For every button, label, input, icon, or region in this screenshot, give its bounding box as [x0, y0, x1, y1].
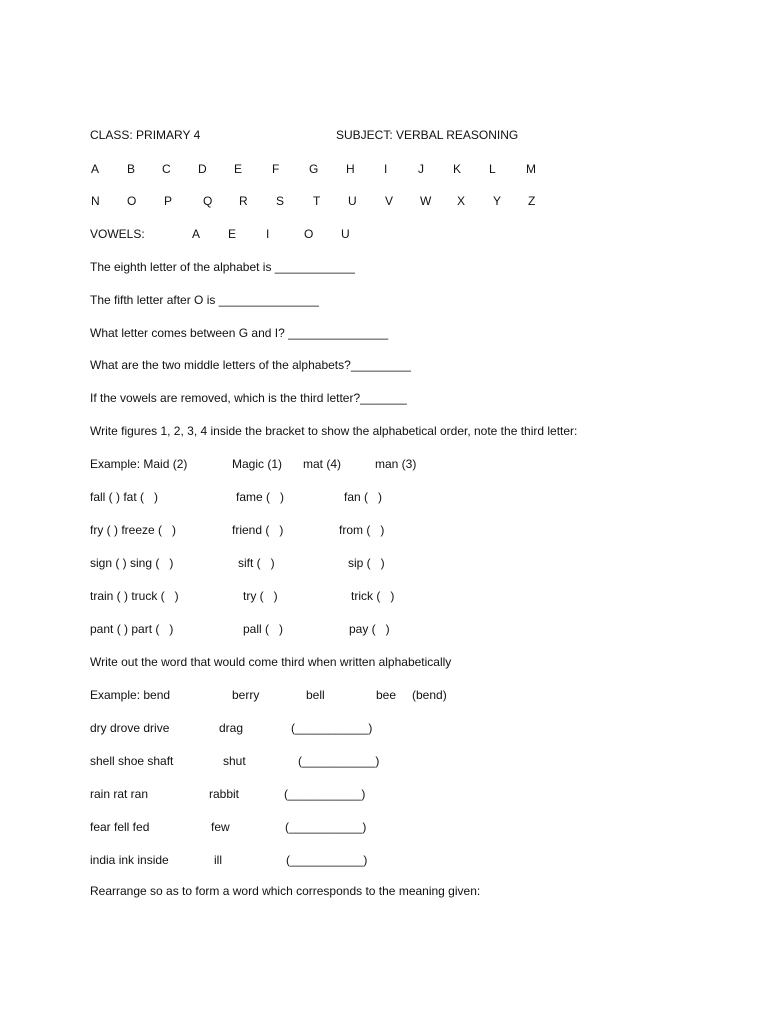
rearrange-instruction: Rearrange so as to form a word which corresponds to the meaning given:	[90, 884, 481, 898]
question-2: The fifth letter after O is _______________	[90, 293, 319, 307]
third-words: india ink inside	[90, 853, 169, 867]
alphabet-letter: X	[457, 194, 466, 208]
third-word: shut	[223, 754, 246, 768]
alphabet-letter: E	[234, 162, 243, 176]
alphabet-letter: Z	[528, 194, 536, 208]
order-words: fall ( ) fat ( )	[90, 490, 159, 504]
third-example-word: bee	[376, 688, 397, 702]
order-example-word: Magic (1)	[232, 457, 283, 471]
third-example-word: berry	[232, 688, 260, 702]
alphabet-letter: O	[127, 194, 137, 208]
alphabet-letter: N	[91, 194, 100, 208]
order-word: from ( )	[339, 523, 385, 537]
third-example-word: bell	[306, 688, 325, 702]
subject-label: SUBJECT: VERBAL REASONING	[336, 128, 519, 142]
third-words: shell shoe shaft	[90, 754, 174, 768]
third-word: few	[211, 820, 230, 834]
third-word: drag	[219, 721, 244, 735]
question-3: What letter comes between G and I? _______________	[90, 326, 389, 340]
third-words: fear fell fed	[90, 820, 150, 834]
order-words: fry ( ) freeze ( )	[90, 523, 177, 537]
alphabet-letter: K	[453, 162, 462, 176]
order-word: trick ( )	[351, 589, 395, 603]
third-words: dry drove drive	[90, 721, 170, 735]
alphabet-letter: Q	[203, 194, 213, 208]
alphabet-letter: C	[162, 162, 171, 176]
alphabet-letter: R	[239, 194, 248, 208]
question-1: The eighth letter of the alphabet is ____________	[90, 260, 355, 274]
order-words: train ( ) truck ( )	[90, 589, 179, 603]
alphabet-letter: F	[272, 162, 280, 176]
question-4: What are the two middle letters of the alphabets?_________	[90, 358, 411, 372]
vowels-label: VOWELS:	[90, 227, 145, 241]
order-word: pall ( )	[243, 622, 284, 636]
order-word: try ( )	[243, 589, 278, 603]
vowel-letter: I	[266, 227, 270, 241]
alphabet-letter: U	[348, 194, 357, 208]
order-example-label: Example: Maid (2)	[90, 457, 188, 471]
order-example-word: man (3)	[375, 457, 417, 471]
third-word: rabbit	[209, 787, 240, 801]
order-word: sift ( )	[238, 556, 275, 570]
class-label: CLASS: PRIMARY 4	[90, 128, 201, 142]
order-word: sip ( )	[348, 556, 385, 570]
third-example-label: Example: bend	[90, 688, 171, 702]
order-words: sign ( ) sing ( )	[90, 556, 174, 570]
alphabet-letter: H	[346, 162, 355, 176]
order-word: fame ( )	[236, 490, 285, 504]
order-word: friend ( )	[232, 523, 284, 537]
alphabet-letter: V	[385, 194, 394, 208]
alphabet-letter: I	[384, 162, 388, 176]
vowel-letter: U	[341, 227, 350, 241]
third-answer-blank: (___________)	[285, 820, 367, 834]
vowel-letter: O	[304, 227, 314, 241]
order-instruction: Write figures 1, 2, 3, 4 inside the bracket to show the alphabetical order, note the third letter:	[90, 424, 578, 438]
third-answer-blank: (___________)	[284, 787, 366, 801]
alphabet-letter: G	[309, 162, 319, 176]
order-words: pant ( ) part ( )	[90, 622, 174, 636]
third-answer-blank: (___________)	[298, 754, 380, 768]
alphabet-letter: T	[313, 194, 321, 208]
order-word: fan ( )	[344, 490, 383, 504]
vowel-letter: A	[192, 227, 201, 241]
alphabet-letter: Y	[493, 194, 502, 208]
third-instruction: Write out the word that would come third when written alphabetically	[90, 655, 452, 669]
alphabet-letter: D	[198, 162, 207, 176]
alphabet-letter: J	[418, 162, 424, 176]
alphabet-letter: P	[164, 194, 173, 208]
alphabet-letter: L	[489, 162, 496, 176]
third-word: ill	[214, 853, 222, 867]
alphabet-letter: S	[276, 194, 285, 208]
alphabet-letter: M	[526, 162, 536, 176]
alphabet-letter: W	[420, 194, 432, 208]
third-words: rain rat ran	[90, 787, 149, 801]
third-answer-blank: (___________)	[291, 721, 373, 735]
question-5: If the vowels are removed, which is the third letter?_______	[90, 391, 407, 405]
order-example-word: mat (4)	[303, 457, 342, 471]
vowel-letter: E	[228, 227, 237, 241]
order-word: pay ( )	[349, 622, 390, 636]
alphabet-letter: A	[91, 162, 100, 176]
third-example-answer: (bend)	[412, 688, 447, 702]
third-answer-blank: (___________)	[286, 853, 368, 867]
alphabet-letter: B	[127, 162, 136, 176]
